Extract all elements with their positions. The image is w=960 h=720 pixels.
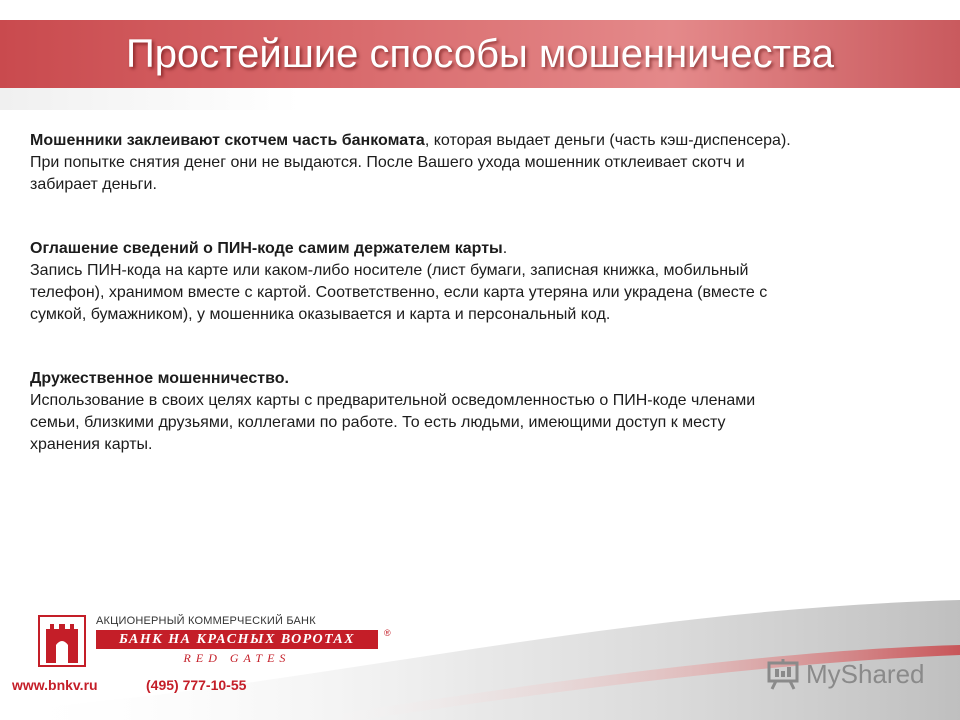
red-gates-tower-icon — [38, 615, 86, 667]
slide-body — [30, 130, 930, 498]
logo-bank-type: АКЦИОНЕРНЫЙ КОММЕРЧЕСКИЙ БАНК — [96, 615, 316, 627]
bank-logo — [38, 615, 391, 670]
logo-bank-name: БАНК НА КРАСНЫХ ВОРОТАХ — [96, 630, 378, 649]
paragraph-tape-fraud — [30, 130, 930, 196]
paragraph-line: семьи, близкими друзьями, коллегами по работе. То есть людьми, имеющими доступ к месту — [30, 414, 726, 431]
slide-title: Простейшие способы мошенничества — [126, 32, 834, 76]
paragraph-heading: Дружественное мошенничество. — [30, 370, 289, 387]
paragraph-line: телефон), хранимом вместе с картой. Соответственно, если карта утеряна или украдена (вместе с — [30, 284, 768, 301]
paragraph-heading: Оглашение сведений о ПИН-коде самим держателем карты — [30, 240, 503, 257]
paragraph-line: сумкой, бумажником), у мошенника оказывается и карта и персональный код. — [30, 306, 611, 323]
paragraph-line: забирает деньги. — [30, 176, 157, 193]
paragraph-line: хранения карты. — [30, 436, 153, 453]
paragraph-line: Запись ПИН-кода на карте или каком-либо носителе (лист бумаги, записная книжка, мобильный — [30, 262, 749, 279]
watermark-label: MyShared — [806, 659, 925, 689]
paragraph-line: При попытке снятия денег они не выдаются. После Вашего ухода мошенник отклеивает скотч и — [30, 154, 745, 171]
paragraph-heading: Мошенники заклеивают скотчем часть банкомата — [30, 132, 425, 149]
logo-registered-mark: ® — [384, 628, 391, 638]
presentation-board-icon — [766, 657, 800, 691]
paragraph-pin-disclosure — [30, 238, 930, 326]
paragraph-line: Использование в своих целях карты с предварительной осведомленностью о ПИН-коде членами — [30, 392, 756, 409]
footer-phone: (495) 777-10-55 — [146, 677, 247, 693]
paragraph-heading-rest: , которая выдает деньги (часть кэш-диспенсера). — [424, 132, 791, 149]
paragraph-heading-rest: . — [502, 240, 508, 257]
title-underline-decoration — [0, 88, 300, 110]
logo-red-gates: RED GATES — [183, 651, 291, 665]
myshared-watermark[interactable] — [766, 655, 926, 695]
paragraph-friendly-fraud — [30, 368, 930, 456]
footer-website-link[interactable]: www.bnkv.ru — [12, 677, 98, 693]
